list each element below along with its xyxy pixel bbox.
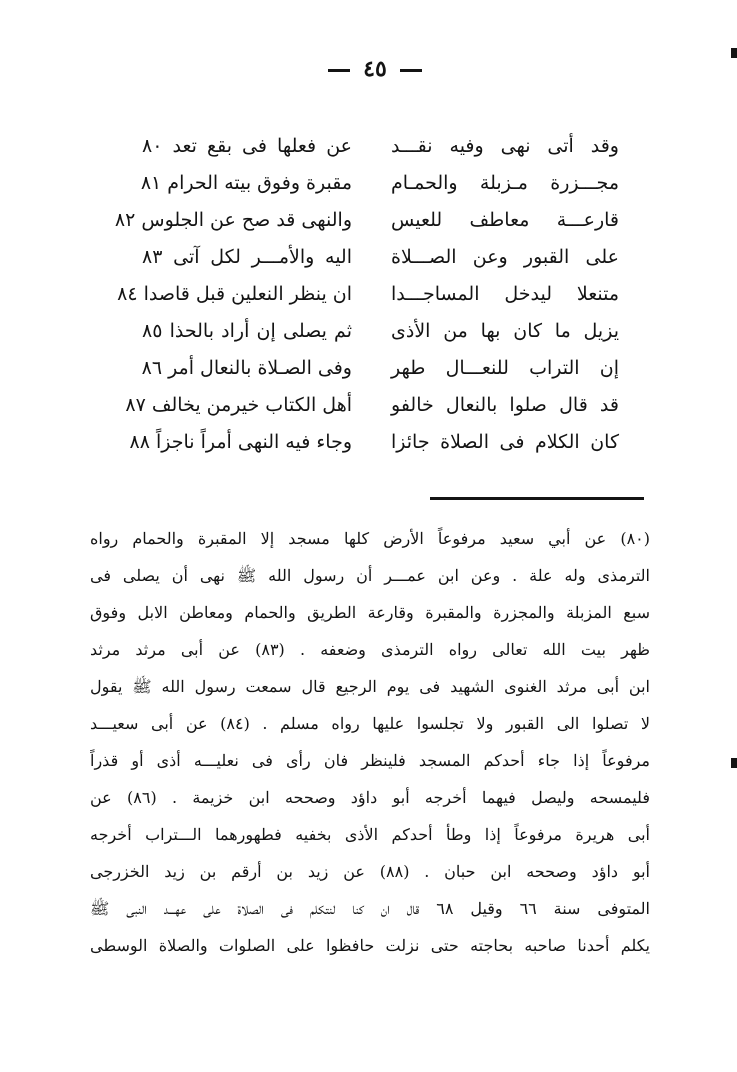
verse-first-half: وقد أتى نهى وفيه نقـــد bbox=[391, 135, 619, 157]
verse-second-half: والنهى قد صح عن الجلوس ٨٢ bbox=[114, 209, 352, 231]
verse bbox=[0, 350, 737, 386]
verse-second-half: أهل الكتاب خيرمن يخالف ٨٧ bbox=[125, 394, 352, 416]
footnote-line: سبع المزبلة والمجزرة والمقبرة وقارعة الطريق والحمام ومعاطن الابل وفوق bbox=[90, 603, 650, 622]
verse-second-half: ثم يصلى إن أراد بالحذا ٨٥ bbox=[142, 320, 352, 342]
verse bbox=[0, 387, 737, 423]
verse-second-half: مقبرة وفوق بيته الحرام ٨١ bbox=[140, 172, 352, 194]
footnotes bbox=[90, 520, 650, 964]
verse bbox=[0, 276, 737, 312]
footnote-line: مرفوعاً إذا جاء أحدكم المسجد فلينظر فان رأى فى نعليـــه أذى أو قذراً bbox=[90, 751, 650, 770]
verse-first-half: مجـــزرة مـزبلة والحمـام bbox=[391, 172, 619, 194]
verse-first-half: متنعلا ليدخل المساجـــدا bbox=[391, 283, 619, 305]
footnote-line: المتوفى سنة ٦٦ وقيل ٦٨ قال ان كنا لنتكلم فى الصلاة على عهـــد النبى ﷺ bbox=[90, 899, 650, 918]
scan-edge-mark bbox=[731, 48, 737, 58]
verse-first-half: قد قال صلوا بالنعال خالفو bbox=[391, 394, 619, 416]
verse-second-half: اليه والأمـــر لكل آتى ٨٣ bbox=[142, 246, 352, 268]
verse-first-half: كان الكلام فى الصلاة جائزا bbox=[391, 431, 619, 453]
verse bbox=[0, 424, 737, 460]
footnote-line: ظهر بيت الله تعالى رواه الترمذى وضعفه . (٨٣) عن أبى مرثد مرثد bbox=[90, 640, 650, 659]
footnote-line: أبى هريرة مرفوعاً إذا وطأ أحدكم الأذى بخفيه فطهورهما الـــتراب أخرجه bbox=[90, 825, 650, 844]
verse bbox=[0, 313, 737, 349]
verse-first-half: على القبور وعن الصـــلاة bbox=[391, 246, 619, 268]
footnote-line: يكلم أحدنا صاحبه بحاجته حتى نزلت حافظوا على الصلوات والصلاة الوسطى bbox=[90, 936, 650, 955]
footnote-line: (٨٠) عن أبي سعيد مرفوعاً الأرض كلها مسجد إلا المقبرة والحمام رواه bbox=[90, 529, 650, 548]
verse-second-half: ان ينظر النعلين قبل قاصدا ٨٤ bbox=[117, 283, 352, 305]
scan-edge-mark bbox=[731, 758, 737, 768]
footnote-line: أبو داؤد وصححه ابن حبان . (٨٨) عن زيد بن أرقم بن زيد الخزرجى bbox=[90, 862, 650, 881]
verse-first-half: إن التراب للنعـــال طهر bbox=[391, 357, 619, 379]
verse-first-half: قارعـــة معاطف للعيس bbox=[391, 209, 619, 231]
verse-second-half: وفى الصـلاة بالنعال أمر ٨٦ bbox=[141, 357, 352, 379]
verse-second-half: عن فعلها فى بقع تعد ٨٠ bbox=[142, 135, 352, 157]
verse bbox=[0, 165, 737, 201]
footnote-divider bbox=[430, 497, 644, 500]
verse bbox=[0, 128, 737, 164]
verse-second-half: وجاء فيه النهى أمراً ناجزاً ٨٨ bbox=[129, 431, 352, 453]
page-number bbox=[320, 56, 430, 86]
verse bbox=[0, 239, 737, 275]
page-number-dash-left bbox=[328, 69, 350, 72]
verse-first-half: يزيل ما كان بها من الأذى bbox=[391, 320, 619, 342]
verse bbox=[0, 202, 737, 238]
footnote-line: لا تصلوا الى القبور ولا تجلسوا عليها رواه مسلم . (٨٤) عن أبى سعيـــد bbox=[90, 714, 650, 733]
page-number-value: ٤٥ bbox=[363, 56, 387, 82]
footnote-line: ابن أبى مرثد الغنوى الشهيد فى يوم الرجيع قال سمعت رسول الله ﷺ يقول bbox=[90, 677, 650, 696]
page-number-dash-right bbox=[400, 69, 422, 72]
footnote-line: فليمسحه وليصل فيهما أخرجه أبو داؤد وصححه ابن خزيمة . (٨٦) عن bbox=[90, 788, 650, 807]
footnote-line: الترمذى وله علة . وعن ابن عمـــر أن رسول الله ﷺ نهى أن يصلى فى bbox=[90, 566, 650, 585]
